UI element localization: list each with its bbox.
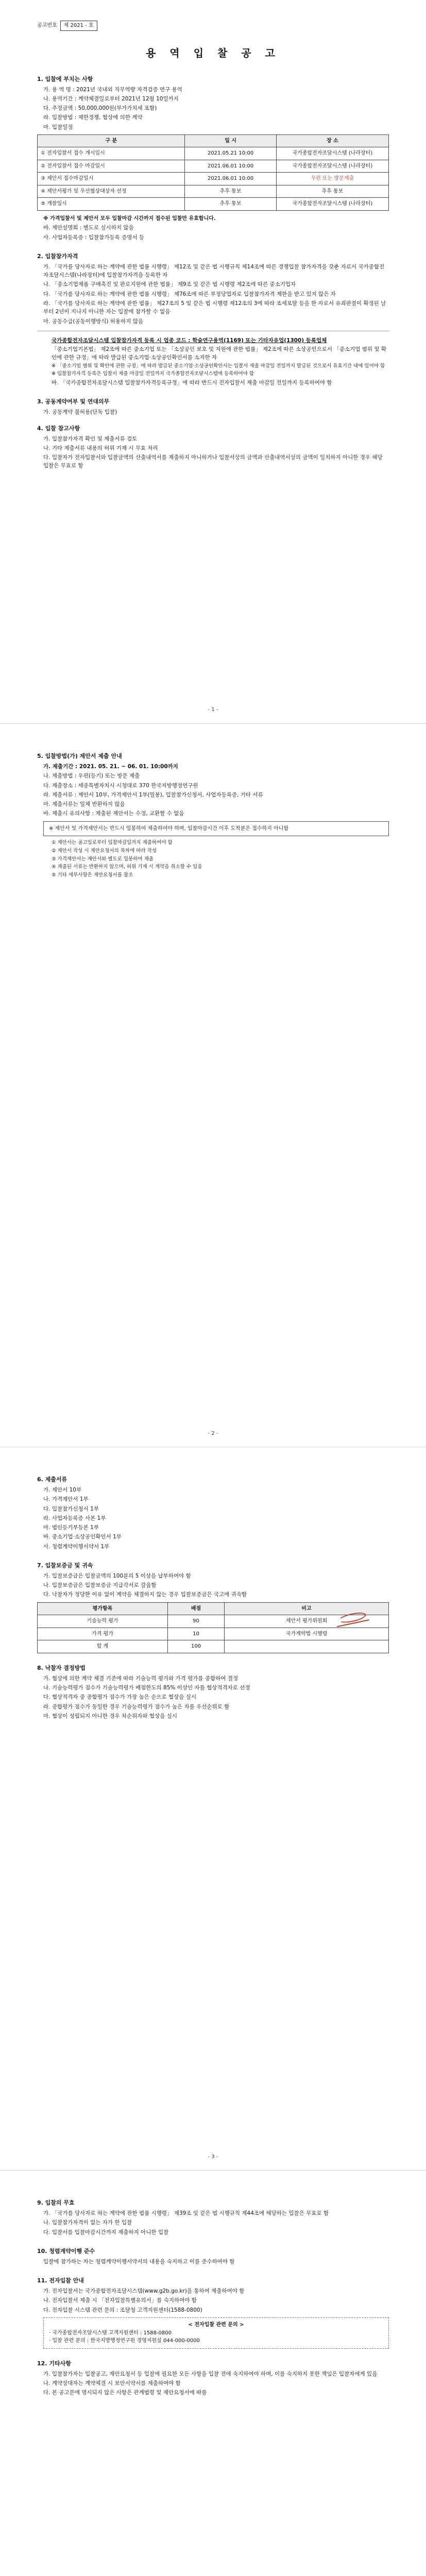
table-row <box>38 160 389 173</box>
page-number: - 2 - <box>208 1431 218 1436</box>
list-item: 나. 입찰보증금은 입찰보증금 지급각서로 갈음함 <box>43 1582 157 1589</box>
table-cell: 기술능력 평가 <box>38 1615 168 1628</box>
table-cell: 추후 통보 <box>276 185 388 198</box>
page-3 <box>0 1447 426 2170</box>
list-item: 마. 공동수급(공동이행방식) 허용하지 않음 <box>43 318 143 325</box>
page-number: - 1 - <box>208 707 218 713</box>
list-item: 입찰에 참가하는 자는 청렴계약이행서약서의 내용을 숙지하고 이를 준수하여야 함 <box>43 2258 235 2265</box>
table-cell <box>225 1640 389 1653</box>
list-item: 다. 협상적격자 중 종합평가 점수가 가장 높은 순으로 협상을 실시 <box>43 1694 197 1701</box>
list-item: 나. 용역기간 : 계약체결일로부터 2021년 12월 10일까지 <box>43 95 179 102</box>
paragraph <box>52 379 389 387</box>
list-item: 가. 용 역 명 : 2021년 국내외 직무역량 자격검증 연구 용역 <box>43 86 182 93</box>
list-item: 다. 입찰서를 입찰마감시간까지 제출하지 아니한 입찰 <box>43 2229 169 2235</box>
list-item: 다. 추정금액 : 50,000,000원(부가가치세 포함) <box>43 105 157 112</box>
list-item: 가. 공동계약 불허용(단독 입찰) <box>43 409 117 416</box>
table-cell: ③ 제안서 접수마감일시 <box>38 173 185 185</box>
table-cell: ① 전자입찰서 접수 개시일시 <box>38 147 185 160</box>
section-heading: 9. 입찰의 무효 <box>37 2199 75 2206</box>
list-item: 라. 입찰방법 : 제한경쟁, 협상에 의한 계약 <box>43 114 143 121</box>
table-row <box>38 1628 389 1640</box>
evaluation-table <box>37 1602 389 1653</box>
list-item: 가. 입찰참가자격 확인 및 제출서류 검토 <box>43 435 138 442</box>
table-cell: ④ 제안서평가 및 우선협상대상자 선정 <box>38 185 185 198</box>
paragraph-text: ※ 입찰참가자격 등록은 입찰서 제출 마감일 전일까지 국가종합전자조달시스템에 등록하여야 함 <box>52 371 254 377</box>
table-header: 평가항목 <box>38 1602 168 1615</box>
paragraph <box>52 370 389 378</box>
contact-box-title: < 전자입찰 관련 문의 > <box>188 2322 244 2328</box>
notice-number-label: 공고번호 <box>37 23 57 28</box>
section-heading: 1. 입찰에 부치는 사항 <box>37 75 93 82</box>
page-title: 용 역 입 찰 공 고 <box>146 46 280 59</box>
section-heading: 2. 입찰참가자격 <box>37 252 78 260</box>
list-item: 다. 낙찰자가 정당한 이유 없이 계약을 체결하지 않는 경우 입찰보증금은 국고에 귀속함 <box>43 1591 247 1598</box>
list-item: 다. 전자입찰 시스템 관련 문의 : 조달청 고객지원센터(1588-0800) <box>43 2307 202 2313</box>
section-heading: 5. 입찰방법(가) 제안서 제출 안내 <box>37 753 122 759</box>
table-row <box>38 185 389 198</box>
paragraph-text: 「중소기업기본법」 제2조에 따른 중소기업 또는 「소상공인 보호 및 지원에 관한 법률」 제2조에 따른 소상공인으로서 「중소기업 범위 및 확인에 관한 규정」에 따라 발급된 중소기업·소상공인확인서를 소지한 자 <box>52 346 387 361</box>
list-item: 다. 본 공고문에 명시되지 않은 사항은 관계법령 및 제안요청서에 따름 <box>43 2389 207 2396</box>
table-cell: 제안서 평가위원회 <box>225 1615 389 1628</box>
list-item: 나. 전자입찰서 제출 시 「전자입찰특별유의서」를 숙지하여야 함 <box>43 2297 197 2304</box>
list-item: ⑤ 기타 세부사항은 제안요청서를 참조 <box>52 872 133 878</box>
table-header-row <box>38 134 389 147</box>
table-cell: 2021.05.21 10:00 <box>185 147 276 160</box>
table-cell: 가격 평가 <box>38 1628 168 1640</box>
paragraph-text: 바. 「국가종합전자조달시스템 입찰참가자격등록규정」에 따라 반드시 전자입찰서 제출 마감일 전일까지 등록하여야 함 <box>52 380 332 386</box>
list-item: 나. 입찰참가자격이 없는 자가 한 입찰 <box>43 2219 132 2226</box>
list-item: 마. 협상이 성립되지 아니한 경우 차순위자와 협상을 실시 <box>43 1713 177 1719</box>
table-cell: 국가종합전자조달시스템 (나라장터) <box>276 160 388 173</box>
schedule-table <box>37 134 389 211</box>
table-header: 일 시 <box>185 134 276 147</box>
list-item: 가. 입찰보증금은 입찰금액의 100분의 5 이상을 납부하여야 함 <box>43 1572 191 1579</box>
list-item: 다. 「국가를 당사자로 하는 계약에 관한 법률 시행령」 제76조에 따른 부정당업자로 입찰참가자격 제한을 받고 있지 않은 자 <box>43 291 336 297</box>
notice-number <box>37 21 389 31</box>
contact-box <box>43 2317 389 2349</box>
list-item: ① 제안서는 공고일로부터 입찰마감일까지 제출하여야 함 <box>52 840 173 846</box>
list-item: 다. 입찰자가 전자입찰서와 입찰금액의 산출내역서를 제출하지 아니하거나 입찰서상의 금액과 산출내역서상의 금액이 일치하지 아니한 경우 해당 입찰은 무효로 함 <box>43 454 383 469</box>
table-cell: 국가계약법 시행령 <box>225 1628 389 1640</box>
section-heading: 11. 전자입찰 안내 <box>37 2277 84 2284</box>
list-item: 가. 「국가를 당사자로 하는 계약에 관한 법률 시행령」 제12조 및 같은 법 시행규칙 제14조에 따른 경쟁입찰 참가자격을 갖춘 자로서 국가종합전자조달시스템(나라장터)에 입찰참가자격을 등록한 자 <box>43 263 385 279</box>
contact-line: · 입찰 관련 문의 : 한국지방행정연구원 경영지원실 044-000-0000 <box>49 2338 200 2344</box>
page-2 <box>0 724 426 1447</box>
table-header: 구 분 <box>38 134 185 147</box>
list-item: ③ 가격제안서는 제안서와 별도로 밀봉하여 제출 <box>52 856 154 862</box>
table-cell: 2021.06.01 10:00 <box>185 160 276 173</box>
list-item: ④ 제출된 서류는 반환하지 않으며, 허위 기재 시 계약을 취소할 수 있음 <box>52 864 202 870</box>
table-row <box>38 147 389 160</box>
list-item: 마. 입찰일정 <box>43 124 73 130</box>
list-item: 다. 입찰참가신청서 1부 <box>43 1505 99 1512</box>
list-item: 사. 사업자등록증 : 입찰참가등록 증명서 등 <box>43 234 144 241</box>
list-item: 바. 제출시 유의사항 : 제출된 제안서는 수정, 교환할 수 없음 <box>43 810 184 817</box>
page-1 <box>0 0 426 723</box>
paragraph <box>52 363 389 370</box>
table-cell: 2021.06.01 10:00 <box>185 173 276 185</box>
table-cell: ② 전자입찰서 접수 마감일시 <box>38 160 185 173</box>
section-heading: 3. 공동계약여부 및 연대의무 <box>37 398 110 405</box>
notice-box: ※ 제안서 및 가격제안서는 반드시 밀봉하여 제출하여야 하며, 입찰마감시간 이후 도착분은 접수하지 아니함 <box>43 821 389 837</box>
section-heading: 6. 제출서류 <box>37 1476 67 1483</box>
list-item: 라. 「국가를 당사자로 하는 계약에 관한 법률」 제27조의 5 및 같은 법 시행령 제12조의 3에 따라 조세포탈 등을 한 자로서 유죄판결이 확정된 날부터 2년이 지나지 아니한 자는 입찰에 참가할 수 없음 <box>43 300 386 315</box>
list-item: 마. 법인등기부등본 1부 <box>43 1524 99 1531</box>
table-cell: 추후 통보 <box>185 198 276 211</box>
list-item: 다. 제출장소 : 세종특별자치시 시청대로 370 한국지방행정연구원 <box>43 782 198 789</box>
table-row <box>38 1640 389 1653</box>
page-4 <box>0 2171 426 2576</box>
paragraph-text: 국가종합전자조달시스템 입찰참가자격 등록 시 업종 코드 : 학술연구용역(1169) 또는 기타자유업(1300) 등록업체 <box>52 337 327 344</box>
table-cell: 10 <box>167 1628 224 1640</box>
list-item: 나. 계약상대자는 계약체결 시 보안서약서를 제출하여야 함 <box>43 2380 181 2386</box>
list-item: 나. 기술능력평가 점수가 기술능력평가 배점한도의 85% 이상인 자를 협상적격자로 선정 <box>43 1685 250 1691</box>
table-cell: 우편 또는 방문제출 <box>276 173 388 185</box>
table-row <box>38 173 389 185</box>
table-cell: ⑤ 개찰일시 <box>38 198 185 211</box>
table-cell: 100 <box>167 1640 224 1653</box>
list-item: 사. 청렴계약이행서약서 1부 <box>43 1543 110 1550</box>
list-item: 가. 전자입찰서는 국가종합전자조달시스템(www.g2b.go.kr)을 통하여 제출하여야 함 <box>43 2288 245 2295</box>
list-item: 가. 협상에 의한 계약 체결 기준에 따라 기술능력 평가와 가격 평가를 종합하여 결정 <box>43 1675 238 1682</box>
list-item: 바. 중소기업·소상공인확인서 1부 <box>43 1534 122 1540</box>
paragraph <box>52 336 389 345</box>
section-heading: 12. 기타사항 <box>37 2360 71 2367</box>
table-header: 비고 <box>225 1602 389 1615</box>
contact-line: · 국가종합전자조달시스템 고객지원센터 : 1588-0800 <box>49 2330 172 2336</box>
list-item: 마. 제출서류는 일체 반환하지 않음 <box>43 801 125 808</box>
section-heading: 8. 낙찰자 결정방법 <box>37 1664 86 1671</box>
table-header: 장 소 <box>276 134 388 147</box>
table-cell: 추후 통보 <box>185 185 276 198</box>
paragraph <box>52 345 389 362</box>
section-heading: 4. 입찰 참고사항 <box>37 425 80 432</box>
list-item: 라. 사업자등록증 사본 1부 <box>43 1515 106 1521</box>
table-cell: 90 <box>167 1615 224 1628</box>
list-item: 바. 제안설명회 : 별도로 실시하지 않음 <box>43 225 134 231</box>
table-header: 배점 <box>167 1602 224 1615</box>
page-number: - 3 - <box>208 2154 218 2160</box>
table-cell: 합 계 <box>38 1640 168 1653</box>
list-item: 라. 종합평가 점수가 동일한 경우 기술능력평가 점수가 높은 자를 우선순위로 함 <box>43 1703 230 1710</box>
list-item: ② 제안서 작성 시 제안요청서의 목차에 따라 작성 <box>52 848 157 854</box>
evaluation-table-wrap <box>37 1602 389 1653</box>
list-item: 가. 입찰참가자는 입찰공고, 제안요청서 등 입찰에 필요한 모든 사항을 입찰 전에 숙지하여야 하며, 이를 숙지하지 못한 책임은 입찰자에게 있음 <box>43 2370 378 2377</box>
list-item: 나. 가격제안서 1부 <box>43 1496 89 1503</box>
section-heading: 10. 청렴계약이행 준수 <box>37 2247 95 2255</box>
list-item: 가. 제출기간 : 2021. 05. 21. ~ 06. 01. 10:00까지 <box>43 764 178 770</box>
list-item: 가. 「국가를 당사자로 하는 계약에 관한 법률 시행령」 제39조 및 같은 법 시행규칙 제44조에 해당하는 입찰은 무효로 함 <box>43 2210 329 2217</box>
note-text: ※ 가격입찰서 및 제안서 모두 입찰마감 시간까지 접수된 입찰만 유효합니다. <box>43 215 216 222</box>
list-item: 나. 기타 제출서류 내용의 허위 기재 시 무효 처리 <box>43 445 158 451</box>
list-item: 라. 제출서류 : 제안서 10부, 가격제안서 1부(밀봉), 입찰참가신청서, 사업자등록증, 기타 서류 <box>43 791 263 798</box>
section-heading: 7. 입찰보증금 및 귀속 <box>37 1562 93 1569</box>
table-cell: 국가종합전자조달시스템 (나라장터) <box>276 198 388 211</box>
table-row <box>38 198 389 211</box>
paragraph-text: ※ 「중소기업 범위 및 확인에 관한 규정」에 따라 발급된 중소기업·소상공인확인서는 입찰서 제출 마감일 전일까지 발급된 것으로서 유효기간 내에 있어야 함 <box>52 363 385 369</box>
notice-number-value: 제 2021 - 호 <box>60 21 97 31</box>
list-item: 가. 제안서 10부 <box>43 1487 82 1494</box>
table-cell: 국가종합전자조달시스템 (나라장터) <box>276 147 388 160</box>
list-item: 나. 제출방법 : 우편(등기) 또는 방문 제출 <box>43 773 140 779</box>
list-item: 나. 「중소기업제품 구매촉진 및 판로지원에 관한 법률」 제9조 및 같은 법 시행령 제2조에 따른 중소기업자 <box>43 281 296 288</box>
table-header-row <box>38 1602 389 1615</box>
